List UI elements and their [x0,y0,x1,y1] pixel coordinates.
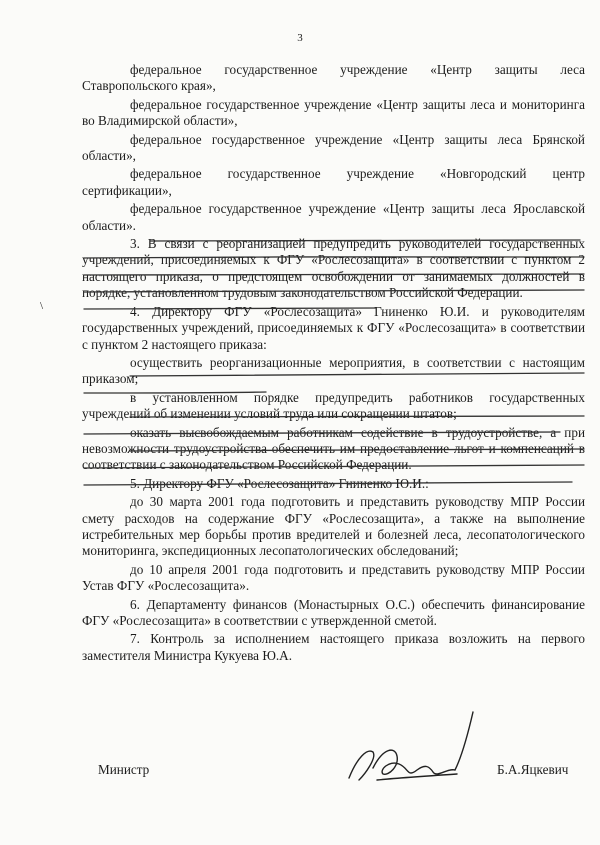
signatory-name: Б.А.Яцкевич [497,762,569,777]
paragraph-item-5: 5. Директору ФГУ «Рослесозащита» Гниненко Ю.И.: [130,475,429,491]
handwritten-signature [337,708,477,798]
paragraph: федеральное государственное учреждение «Центр защиты леса Ярославской области». [82,201,585,233]
paragraph: до 30 марта 2001 года подготовить и представить руководству МПР России смету расходов на содержание ФГУ «Рослесозащита», а также на выполнение истребительных мер борьбы против вредителей и болезней леса, лесопатологического мониторинга, экспедиционных лесопатологических обследований; [82,494,585,559]
paragraph: в установленном порядке предупредить работников государственных учреждений об изменении условий труда или сокращении штатов; [82,389,585,422]
paragraph: федеральное государственное учреждение «Центр защиты леса Брянской области», [82,131,585,164]
paragraph-item-3: 3. В связи с реорганизацией предупредить руководителей государственных учреждений, присоединяемых к ФГУ «Рослесозащита» в соответствии с пунктом 2 настоящего приказа, о предстоящем освобождении от занимаемых должностей в порядке, установленном трудовым законодательством Российской Федерации. [82,236,585,301]
signatory-title: Министр [98,762,150,777]
paragraph: федеральное государственное учреждение «Центр защиты леса Ставропольского края», [82,62,585,94]
paragraph-item-6: 6. Департаменту финансов (Монастырных О.С.) обеспечить финансирование ФГУ «Рослесозащита» в соответствии с утвержденной сметой. [82,596,585,628]
signature-block [82,708,585,798]
paragraph: до 10 апреля 2001 года подготовить и представить руководству МПР России Устав ФГУ «Рослесозащита». [82,561,585,594]
paragraph: оказать высвобождаемым работникам содействие в трудоустройстве, а при невозможности трудоустройства обеспечить им предоставление льгот и компенсаций в соответствии с законодательством Российской Федерации. [82,424,585,473]
paragraph-item-4: 4. Директору ФГУ «Рослесозащита» Гниненко Ю.И. и руководителям государственных учреждений, присоединяемых к ФГУ «Рослесозащита» в соответствии с пунктом 2 настоящего приказа: [82,303,585,352]
paragraph: осуществить реорганизационные мероприятия, в соответствии с настоящим приказом; [82,354,585,387]
document-body [82,62,585,666]
paragraph: федеральное государственное учреждение «Центр защиты леса и мониторинга во Владимирской области», [82,96,585,129]
paragraph: федеральное государственное учреждение «Новгородский центр сертификации», [82,166,585,198]
margin-mark: \ [40,300,44,312]
paragraph-item-7: 7. Контроль за исполнением настоящего приказа возложить на первого заместителя Министра Кукуева Ю.А. [82,631,585,663]
page-number: 3 [297,32,303,44]
